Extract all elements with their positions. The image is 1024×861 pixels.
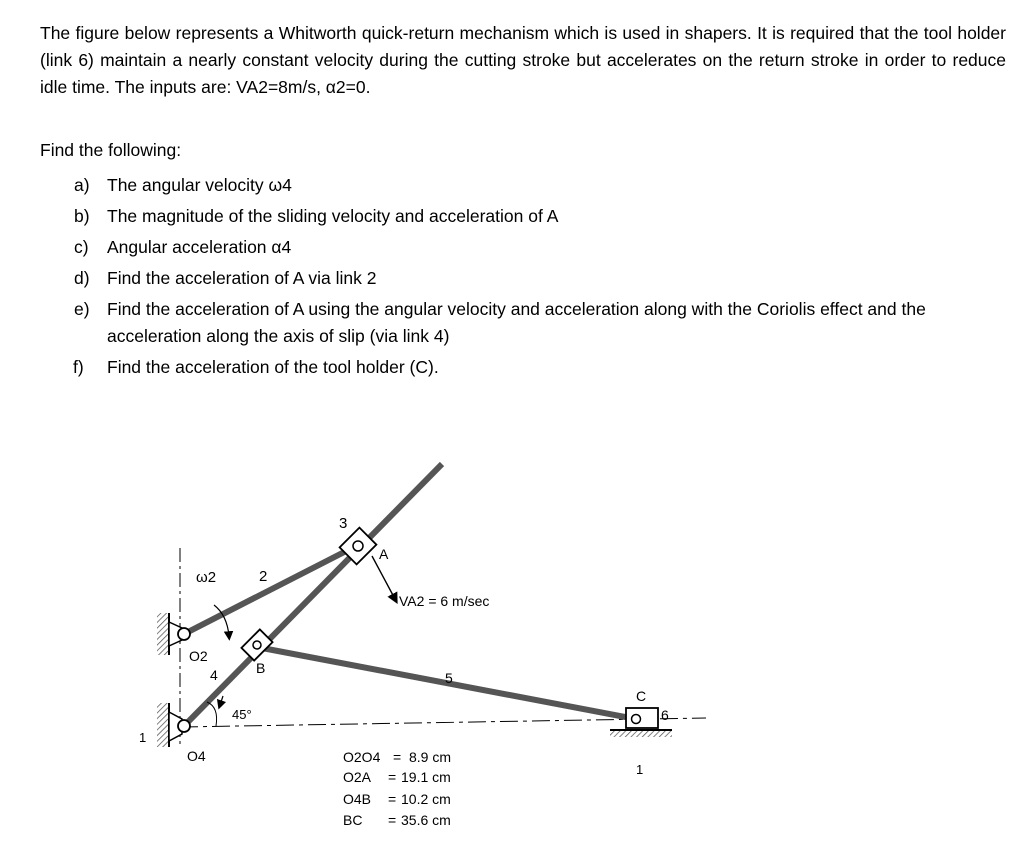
task-text: Find the acceleration of the tool holder (C). — [107, 357, 439, 377]
angle-arrow — [220, 696, 223, 705]
dim-name-o2a: O2A — [343, 769, 372, 785]
dimension-table — [343, 749, 451, 828]
task-letter: c) — [74, 237, 89, 257]
dim-eq-o4b: = — [388, 791, 397, 807]
velocity-arrow — [372, 556, 395, 599]
dim-value-o2o4: 8.9 cm — [409, 749, 452, 765]
label-link5: 5 — [445, 670, 453, 686]
label-o4: O4 — [187, 748, 206, 764]
dim-eq-o2o4: = — [393, 749, 402, 765]
dim-value-bc: 35.6 cm — [401, 812, 451, 828]
task-letter: a) — [74, 175, 90, 195]
label-ground1-left: 1 — [139, 730, 147, 745]
task-text: Find the acceleration of A using the angular velocity and acceleration along with the Coriolis effect and the acceleration along the axis of slip (via link 4) — [107, 299, 926, 346]
dim-name-bc: BC — [343, 812, 363, 828]
label-point-a: A — [379, 546, 389, 562]
task-letter: b) — [74, 206, 90, 226]
label-link2: 2 — [259, 568, 268, 585]
task-d — [70, 265, 1006, 292]
angle-arc — [207, 702, 217, 726]
task-letter: f) — [73, 357, 84, 377]
task-e — [70, 296, 1006, 350]
task-letter: d) — [74, 268, 90, 288]
task-f — [70, 354, 1006, 381]
label-angle: 45° — [232, 707, 252, 722]
task-text: The magnitude of the sliding velocity and acceleration of A — [107, 206, 559, 226]
dim-value-o2a: 19.1 cm — [401, 769, 451, 785]
label-o2: O2 — [189, 648, 208, 664]
label-velocity: VA2 = 6 m/sec — [399, 593, 490, 609]
find-title: Find the following: — [40, 140, 182, 160]
task-b — [70, 203, 1006, 230]
dim-name-o4b: O4B — [343, 791, 372, 807]
dim-eq-o2a: = — [388, 769, 397, 785]
dim-eq-bc: = — [388, 812, 397, 828]
task-text: Find the acceleration of A via link 2 — [107, 268, 377, 288]
pivot-o4 — [178, 720, 190, 732]
label-omega2: ω2 — [196, 569, 217, 586]
dim-name-o2o4: O2O4 — [343, 749, 381, 765]
problem-intro: The figure below represents a Whitworth quick-return mechanism which is used in shapers. It is required that the tool holder (link 6) maintain a nearly constant velocity during the cutting stroke but accelerates on the return stroke in order to reduce idle time. The inputs are: VA2=8m/s, α2=0. — [40, 23, 1006, 97]
link-2 — [184, 546, 356, 634]
task-c — [70, 234, 1006, 261]
label-point-c: C — [636, 688, 647, 704]
task-a — [70, 172, 1006, 199]
task-letter: e) — [74, 299, 90, 319]
label-link6: 6 — [661, 707, 669, 723]
label-ground1-right: 1 — [636, 762, 644, 777]
pivot-o2 — [178, 628, 190, 640]
task-text: The angular velocity ω4 — [107, 175, 292, 195]
label-link3: 3 — [339, 515, 348, 532]
label-point-b: B — [256, 660, 266, 676]
slider-block-b — [241, 629, 272, 660]
task-list — [70, 172, 1006, 385]
mechanism-figure — [0, 400, 1024, 856]
task-text: Angular acceleration α4 — [107, 237, 292, 257]
dim-value-o4b: 10.2 cm — [401, 791, 451, 807]
mechanism-diagram — [0, 400, 1024, 856]
label-link4: 4 — [210, 667, 218, 683]
